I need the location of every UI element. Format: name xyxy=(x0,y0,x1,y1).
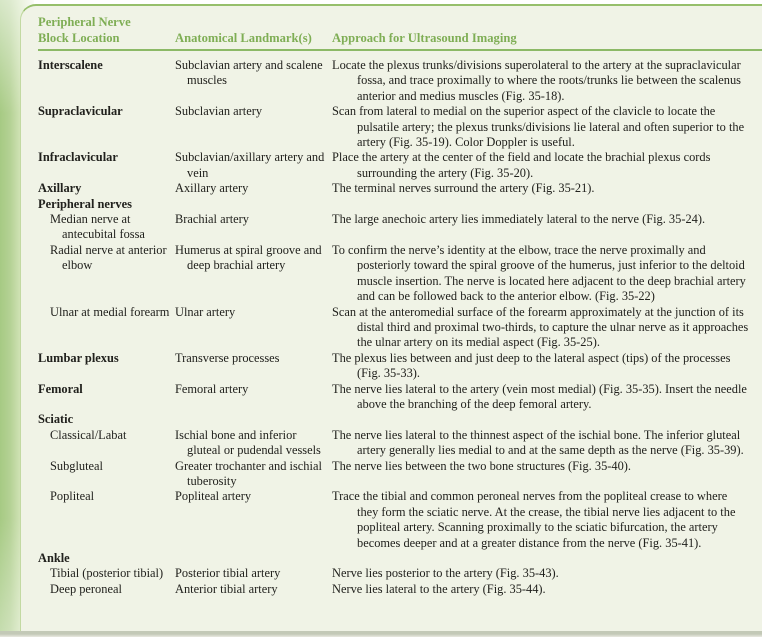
landmark-cell: Greater trochanter and ischial tuberosity xyxy=(175,458,322,488)
block-location-cell: Sciatic xyxy=(38,412,74,427)
landmark-cell: Ulnar artery xyxy=(175,304,236,319)
table-row xyxy=(38,551,752,566)
header-block-location-line1: Peripheral Nerve xyxy=(38,15,131,29)
approach-cell: The nerve lies between the two bone structures (Fig. 35-40). xyxy=(332,458,632,473)
header-ultrasound-approach: Approach for Ultrasound Imaging xyxy=(332,31,517,45)
landmark-cell xyxy=(175,197,332,212)
approach-cell: To confirm the nerve’s identity at the elbow, trace the nerve proximally and posteriorly toward the spiral groove of the humerus, just inferior to the deltoid muscle insertion. The nerve is located here adjacent to the deep brachial artery and can be followed back to the anterior elbow. (Fig. 35-22) xyxy=(332,242,746,304)
landmark-cell xyxy=(175,412,332,427)
block-location-cell: Supraclavicular xyxy=(38,104,123,119)
approach-cell: Locate the plexus trunks/divisions superolateral to the artery at the supraclavicular fossa, and trace proximally to where the roots/trunks lie between the scalenus anterior and medius muscles (Fig. 35-18). xyxy=(332,58,741,103)
table-card xyxy=(20,4,762,631)
landmark-cell: Brachial artery xyxy=(175,212,249,227)
table-row xyxy=(38,412,752,427)
block-location-cell: Radial nerve at anterior elbow xyxy=(50,242,167,273)
block-location-cell: Ulnar at medial forearm xyxy=(50,304,170,319)
approach-cell: The nerve lies lateral to the thinnest aspect of the ischial bone. The inferior gluteal artery generally lies medial to and at the same depth as the nerve (Fig. 35-39). xyxy=(332,427,744,458)
table-row xyxy=(38,566,752,581)
table-row xyxy=(38,243,752,305)
table-row xyxy=(38,489,752,551)
landmark-cell xyxy=(175,551,332,566)
table-row xyxy=(38,459,752,490)
block-location-cell: Lumbar plexus xyxy=(38,350,119,365)
approach-cell: Place the artery at the center of the field and locate the brachial plexus cords surrounding the artery (Fig. 35-20). xyxy=(332,150,711,180)
table-row xyxy=(38,181,752,196)
block-location-cell: Tibial (posterior tibial) xyxy=(50,566,164,581)
header-anatomical-landmark: Anatomical Landmark(s) xyxy=(175,31,312,45)
block-location-cell: Classical/Labat xyxy=(50,427,127,442)
landmark-cell: Popliteal artery xyxy=(175,489,252,504)
approach-cell: Scan from lateral to medial on the superior aspect of the clavicle to locate the pulsatile artery; the plexus trunks/divisions lie lateral and often superior to the artery (Fig. 35-19). Color Doppler is useful. xyxy=(332,104,745,150)
block-location-cell: Axillary xyxy=(38,181,82,196)
approach-cell: The large anechoic artery lies immediately lateral to the nerve (Fig. 35-24). xyxy=(332,212,706,227)
table-row xyxy=(38,582,752,597)
table-row xyxy=(38,382,752,413)
approach-cell: Nerve lies posterior to the artery (Fig. 35-43). xyxy=(332,566,559,581)
table-row xyxy=(38,197,752,212)
block-location-cell: Median nerve at antecubital fossa xyxy=(50,212,145,242)
landmark-cell: Subclavian/axillary artery and vein xyxy=(175,150,325,180)
landmark-cell: Posterior tibial artery xyxy=(175,566,281,581)
landmark-cell: Transverse processes xyxy=(175,350,280,365)
block-location-cell: Femoral xyxy=(38,381,83,396)
header-block-location xyxy=(38,14,175,46)
landmark-cell: Femoral artery xyxy=(175,381,249,396)
table-row xyxy=(38,212,752,243)
table-row xyxy=(38,351,752,382)
approach-cell xyxy=(332,197,752,212)
table-row xyxy=(38,305,752,351)
block-location-cell: Infraclavicular xyxy=(38,150,118,165)
block-location-cell: Ankle xyxy=(38,551,70,565)
table-row xyxy=(38,104,752,150)
header-block-location-line2: Block Location xyxy=(38,31,120,45)
table-body xyxy=(38,58,752,597)
landmark-cell: Subclavian artery and scalene muscles xyxy=(175,58,323,88)
landmark-cell: Humerus at spiral groove and deep brachial artery xyxy=(175,242,322,273)
landmark-cell: Anterior tibial artery xyxy=(175,581,278,596)
approach-cell: Nerve lies lateral to the artery (Fig. 35-44). xyxy=(332,581,546,596)
page-bottom-edge xyxy=(0,631,762,637)
approach-cell: The plexus lies between and just deep to the lateral aspect (tips) of the processes (Fig. 35-33). xyxy=(332,350,731,381)
approach-cell: The nerve lies lateral to the artery (vein most medial) (Fig. 35-35). Insert the needle above the branching of the deep femoral artery. xyxy=(332,381,747,411)
table-row xyxy=(38,58,752,104)
approach-cell xyxy=(332,412,752,427)
block-location-cell: Popliteal xyxy=(50,489,95,504)
landmark-cell: Axillary artery xyxy=(175,181,249,196)
landmark-cell: Ischial bone and inferior gluteal or pudendal vessels xyxy=(175,427,321,458)
table-row xyxy=(38,428,752,459)
block-location-cell: Peripheral nerves xyxy=(38,196,132,211)
approach-cell: Trace the tibial and common peroneal nerves from the popliteal crease to where they form the sciatic nerve. At the crease, the tibial nerve lies adjacent to the popliteal artery. Scanning proximally to the sciatic bifurcation, the artery becomes deeper and at a greater distance from the nerve (Fig. 35-41). xyxy=(332,489,736,550)
approach-cell: The terminal nerves surround the artery (Fig. 35-21). xyxy=(332,181,595,196)
landmark-cell: Subclavian artery xyxy=(175,104,263,119)
block-location-cell: Interscalene xyxy=(38,58,103,72)
table-header-row xyxy=(38,14,752,46)
header-rule xyxy=(38,49,762,51)
block-location-cell: Subgluteal xyxy=(50,458,103,473)
approach-cell xyxy=(332,551,752,566)
approach-cell: Scan at the anteromedial surface of the forearm approximately at the junction of its distal third and proximal two-thirds, to capture the ulnar nerve as it approaches the ulnar artery on its medial aspect (Fig. 35-25). xyxy=(332,304,749,350)
table-row xyxy=(38,150,752,181)
block-location-cell: Deep peroneal xyxy=(50,581,122,596)
